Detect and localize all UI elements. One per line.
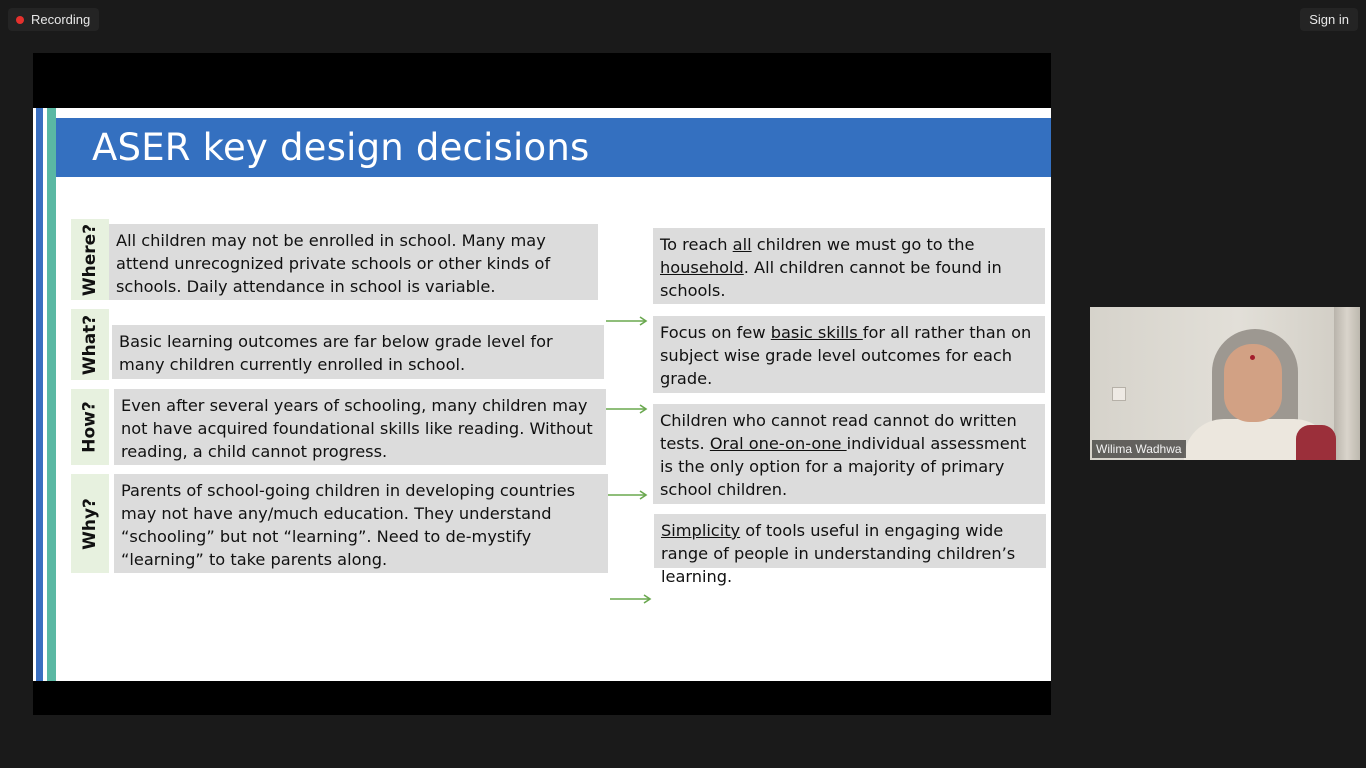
slide-stripe xyxy=(36,108,43,681)
question-text: Why? xyxy=(80,497,101,550)
decision-text: Children who cannot read cannot do written tests. xyxy=(660,411,1017,453)
recording-dot-icon xyxy=(16,16,24,24)
right-decision-box xyxy=(654,514,1046,586)
arrow-right-icon xyxy=(610,594,652,604)
left-statement-box: Even after several years of schooling, many children may not have acquired foundational skills like reading. Without reading, a child cannot progress. xyxy=(114,389,606,465)
participant-scarf xyxy=(1296,425,1336,460)
decision-text: To reach xyxy=(660,235,733,254)
decision-text: of tools useful in engaging wide range of people in understanding children’s learning. xyxy=(661,521,1016,586)
recording-indicator[interactable] xyxy=(8,8,99,31)
arrow-right-icon xyxy=(606,404,648,414)
question-label-what xyxy=(71,309,109,380)
decision-text: for all rather than on subject wise grade level outcomes for each grade. xyxy=(660,323,1032,388)
decision-text-underlined: Simplicity xyxy=(661,521,741,540)
decision-text: individual assessment is the only option for a majority of primary school children. xyxy=(660,434,1027,499)
question-label-why xyxy=(71,474,109,573)
left-statement-box: All children may not be enrolled in school. Many may attend unrecognized private schools or other kinds of schools. Daily attendance in school is variable. xyxy=(109,224,598,300)
decision-text-underlined: all xyxy=(732,235,752,254)
right-decision-box xyxy=(653,228,1045,304)
participant-bindi xyxy=(1250,355,1255,360)
left-statement-box: Parents of school-going children in developing countries may not have any/much education. They understand “schooling” but not “learning”. Need to de-mystify “learning” to take parents along. xyxy=(114,474,608,573)
arrow-right-icon xyxy=(606,490,648,500)
decision-text: Focus on few xyxy=(660,323,771,342)
recording-label: Recording xyxy=(31,12,91,27)
right-decision-box xyxy=(653,404,1045,504)
arrow-right-icon xyxy=(606,316,648,326)
decision-text-underlined: Oral one-on-one xyxy=(709,434,847,453)
decision-text-underlined: household xyxy=(660,258,744,277)
left-statement-box: Basic learning outcomes are far below grade level for many children currently enrolled in school. xyxy=(112,325,604,379)
video-curtain xyxy=(1334,307,1360,460)
question-label-how xyxy=(71,389,109,465)
slide-title: ASER key design decisions xyxy=(92,126,590,169)
question-text: How? xyxy=(80,401,101,453)
sign-in-button[interactable]: Sign in xyxy=(1300,8,1358,31)
decision-text: . All children cannot be found in schools. xyxy=(660,258,1002,300)
question-text: Where? xyxy=(80,223,101,296)
question-label-where xyxy=(71,219,109,300)
decision-text-underlined: basic skills xyxy=(770,323,863,342)
decision-text: children we must go to the xyxy=(751,235,975,254)
slide-stripe xyxy=(47,108,56,681)
presentation-slide xyxy=(33,108,1051,681)
question-text: What? xyxy=(80,314,101,375)
participant-name-tag: Wilima Wadhwa xyxy=(1092,440,1186,458)
participant-video-tile[interactable] xyxy=(1090,307,1360,460)
right-decision-box xyxy=(653,316,1045,393)
shared-screen xyxy=(33,53,1051,715)
wall-switch xyxy=(1112,387,1126,401)
